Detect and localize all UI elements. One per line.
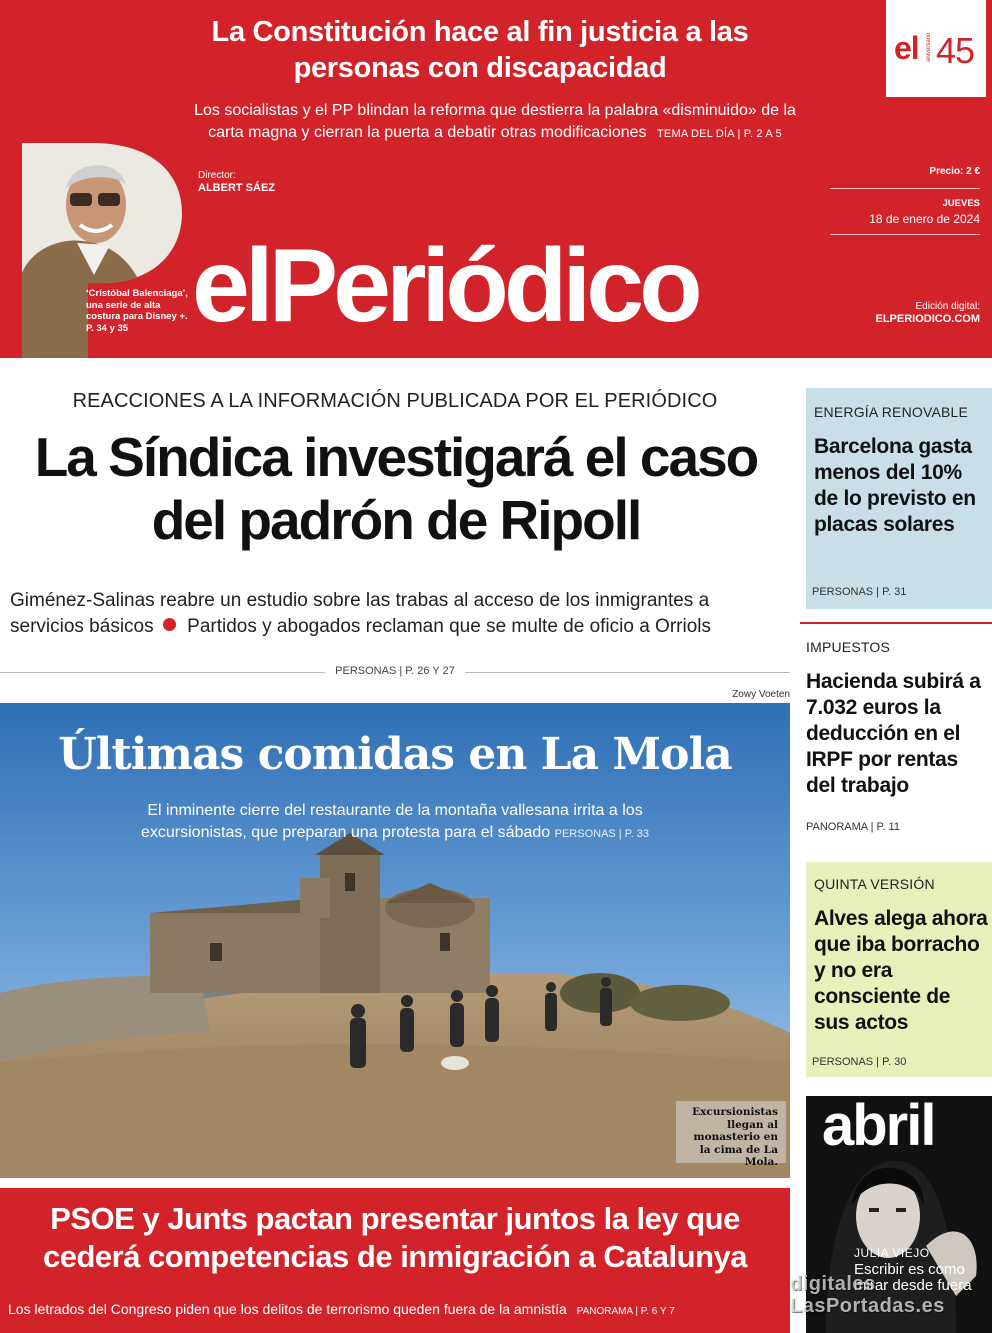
sidebar-item-quinta-version[interactable] (806, 862, 992, 1077)
main-page-ref-wrap (0, 665, 790, 677)
abril-title: Escribir es como mirar desde fuera (854, 1261, 972, 1294)
photo-story-la-mola[interactable] (0, 703, 790, 1178)
top-headline[interactable]: La Constitución hace al fin justicia a las personas con discapacidad (211, 16, 749, 84)
main-page-ref: PERSONAS | P. 26 Y 27 (325, 665, 465, 677)
edition-url[interactable]: ELPERIODICO.COM (875, 313, 980, 325)
top-subheadline (180, 100, 810, 145)
masthead-rule (830, 188, 980, 189)
sidebar-headline[interactable]: Alves alega ahora que iba borracho y no era consciente de sus actos (814, 907, 988, 1034)
main-page-ref-row (0, 662, 790, 682)
director-name: ALBERT SÁEZ (198, 182, 275, 194)
sidebar-kicker: IMPUESTOS (806, 639, 891, 655)
newspaper-logo[interactable]: elPeriódico (192, 228, 698, 344)
anniversary-number: 45 (936, 30, 975, 71)
abril-author: JULIA VIEJO (854, 1246, 930, 1260)
watermark-line1: digitales (790, 1273, 876, 1295)
watermark (790, 1273, 990, 1317)
bottom-sub-text: Los letrados del Congreso piden que los delitos de terrorismo queden fuera de la amnistía (8, 1301, 567, 1317)
top-sub-text: Los socialistas y el PP blindan la reforma que destierra la palabra «disminuido» de la carta magna y cierran la puerta a debatir otras modificaciones (194, 102, 796, 141)
sidebar-headline[interactable]: Barcelona gasta menos del 10% de lo previsto en placas solares (814, 435, 976, 536)
watermark-line2: LasPortadas.es (790, 1295, 945, 1317)
anniversary-badge (886, 0, 986, 97)
p-photo-caption: ‘Cristóbal Balenciaga’, una serie de alta costura para Disney +. P. 34 y 35 (86, 288, 188, 334)
photo-credit: Zowy Voeten (732, 689, 790, 700)
bullet-dot-icon (163, 618, 176, 631)
abril-logo: abril (822, 1096, 935, 1158)
director (198, 170, 275, 194)
anniversary-small: aniversario (926, 32, 932, 62)
date-full: 18 de enero de 2024 (869, 212, 980, 226)
photo-story-page-ref: PERSONAS | P. 33 (554, 828, 649, 840)
photo-caption: Excursionistas llegan al monasterio en la cima de La Mola. (692, 1106, 778, 1168)
edition-label: Edición digital: (915, 301, 980, 312)
main-sub-1: Giménez-Salinas reabre un estudio sobre las trabas al acceso de los inmigrantes a servicios básicos (10, 590, 710, 637)
sidebar-kicker: QUINTA VERSIÓN (814, 876, 935, 892)
masthead-rule (830, 234, 980, 235)
top-page-ref: TEMA DEL DÍA | P. 2 A 5 (657, 128, 782, 140)
bottom-subheadline (8, 1301, 788, 1317)
photo-story-sub-text: El inminente cierre del restaurante de la montaña vallesana irrita a los excursionistas, que preparan una protesta para el sábado (141, 802, 643, 841)
sidebar-item-energia[interactable] (806, 388, 992, 609)
masthead (0, 0, 992, 358)
date-day: JUEVES (942, 198, 980, 209)
bottom-page-ref: PANORAMA | P. 6 Y 7 (576, 1306, 675, 1317)
director-label: Director: (198, 170, 236, 181)
sidebar-page-ref: PERSONAS | P. 31 (812, 586, 907, 598)
anniversary-el: el (894, 30, 919, 66)
sidebar-headline[interactable]: Hacienda subirá a 7.032 euros la deducción en el IRPF por rentas del trabajo (806, 670, 981, 797)
main-kicker: REACCIONES A LA INFORMACIÓN PUBLICADA POR EL PERIÓDICO (72, 390, 718, 412)
photo-story-subheadline (100, 800, 690, 845)
sidebar-item-impuestos[interactable] (806, 625, 992, 840)
bottom-headline[interactable]: PSOE y Junts pactan presentar juntos la ley que cederá competencias de inmigración a Catalunya (42, 1201, 748, 1274)
main-headline[interactable]: La Síndica investigará el caso del padrón de Ripoll (34, 426, 758, 551)
sidebar-divider (800, 622, 992, 624)
main-sub-2: Partidos y abogados reclaman que se multe de oficio a Orriols (187, 616, 711, 637)
main-subheadline (10, 588, 785, 640)
sidebar-page-ref: PERSONAS | P. 30 (812, 1056, 907, 1068)
sidebar-kicker: ENERGÍA RENOVABLE (814, 404, 969, 420)
bottom-story[interactable] (0, 1188, 790, 1333)
sidebar-page-ref: PANORAMA | P. 11 (806, 821, 900, 833)
price: Precio: 2 € (929, 166, 980, 177)
photo-story-title[interactable]: Últimas comidas en La Mola (58, 729, 732, 780)
digital-edition (820, 300, 980, 326)
